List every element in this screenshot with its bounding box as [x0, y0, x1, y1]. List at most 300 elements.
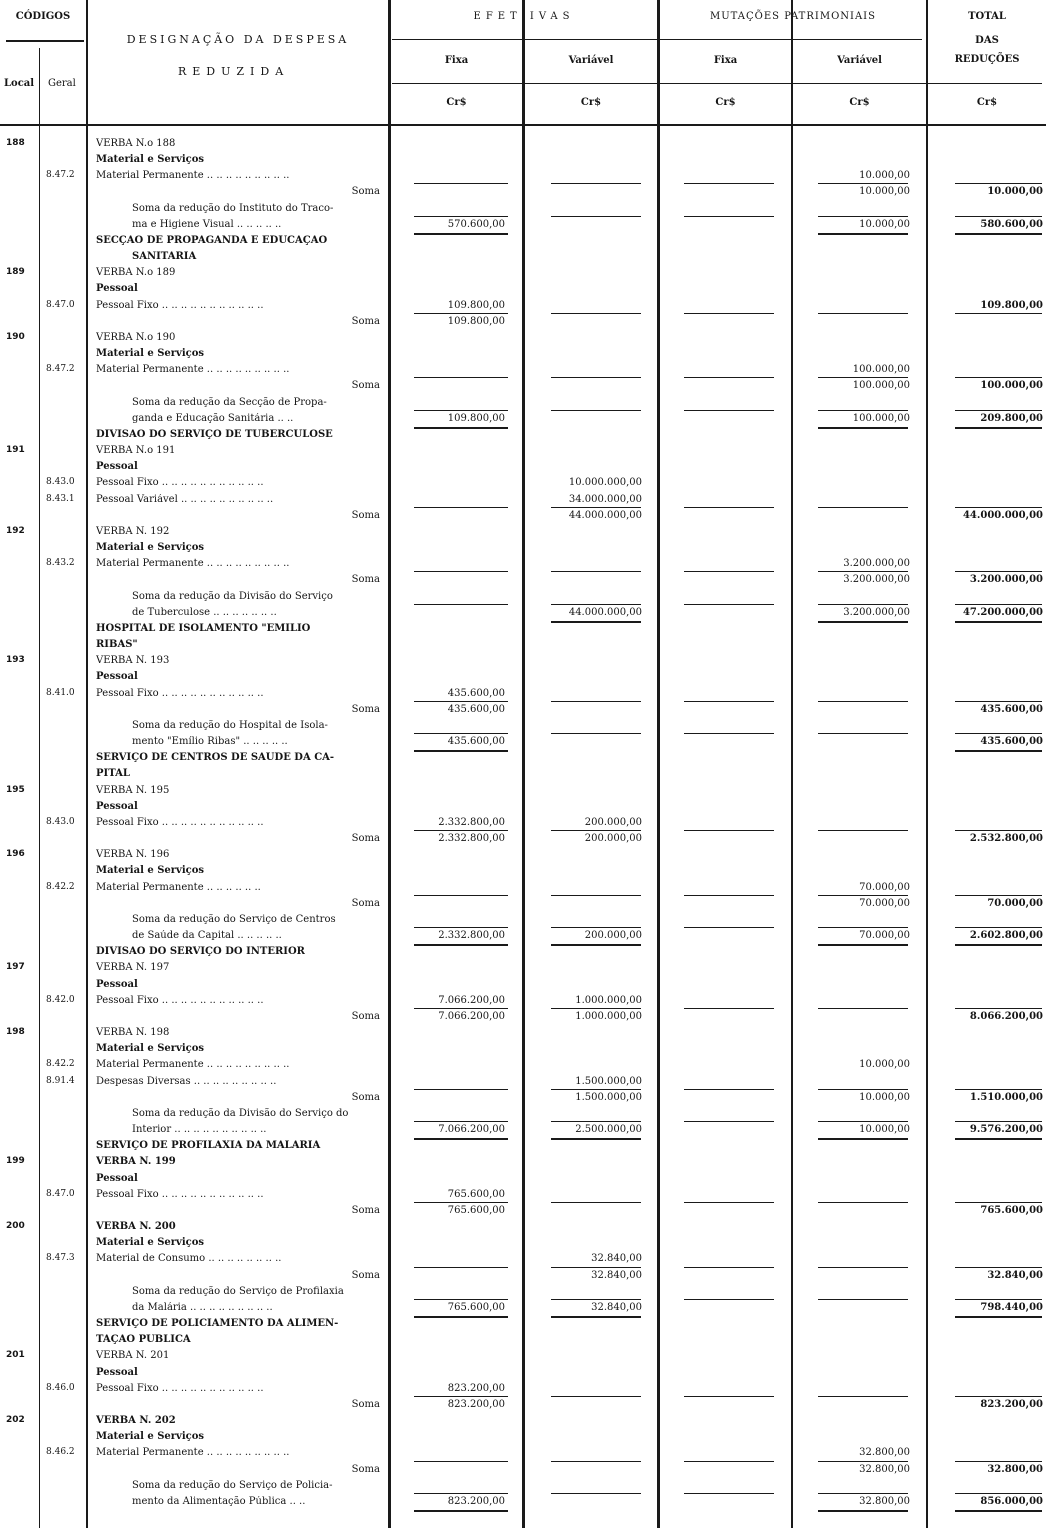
- row-description: Pessoal: [96, 1173, 138, 1184]
- row-ef-fixa-value: 109.800,00: [447, 413, 505, 424]
- row-ef-fixa-value: 765.600,00: [447, 1302, 505, 1313]
- sum-underline: [684, 1299, 774, 1300]
- sum-underline: [551, 377, 641, 378]
- header-mutacoes: MUTAÇÕES PATRIMONIAIS: [710, 11, 876, 22]
- row-soma-label: Soma: [351, 510, 380, 521]
- total-underline: [955, 1510, 1042, 1512]
- row-description: DIVISÃO DO SERVIÇO DO INTERIOR: [96, 946, 305, 957]
- row-description: Pessoal: [96, 283, 138, 294]
- row-total-value: 8.066.200,00: [969, 1011, 1043, 1022]
- sum-underline: [414, 410, 508, 411]
- total-underline: [818, 1138, 908, 1140]
- row-local-code: 189: [6, 267, 25, 277]
- sum-underline: [955, 1461, 1042, 1462]
- row-description: Material Permanente .. .. .. .. .. .. .. .. ..: [96, 364, 290, 375]
- sum-underline: [955, 216, 1042, 217]
- rule-ef-fixa: [522, 0, 525, 1528]
- total-underline: [414, 1316, 508, 1318]
- row-description: Material Permanente .. .. .. .. .. .. .. .. ..: [96, 170, 290, 181]
- sum-underline: [818, 1008, 908, 1009]
- header-rule-codigos: [6, 40, 84, 42]
- sum-underline: [955, 1089, 1042, 1090]
- row-total-value: 435.600,00: [980, 704, 1043, 715]
- row-total-value: 823.200,00: [980, 1399, 1043, 1410]
- row-description: Pessoal Fixo .. .. .. .. .. .. .. .. .. .. ..: [96, 688, 264, 699]
- row-description: Material e Serviços: [96, 1237, 205, 1248]
- row-geral-code: 8.47.2: [46, 364, 75, 374]
- sum-underline: [684, 1493, 774, 1494]
- sum-underline: [818, 571, 908, 572]
- sum-underline: [818, 1267, 908, 1268]
- row-ef-var-value: 200.000,00: [584, 833, 642, 844]
- row-local-code: 197: [6, 962, 25, 972]
- row-ef-fixa-value: 7.066.200,00: [438, 1124, 505, 1135]
- row-description: Soma da redução do Serviço de Centros: [132, 914, 336, 925]
- row-local-code: 190: [6, 332, 25, 342]
- row-total-value: 856.000,00: [980, 1496, 1043, 1507]
- row-local-code: 201: [6, 1350, 25, 1360]
- header-codigos: CÓDIGOS: [15, 11, 71, 22]
- row-ef-var-value: 1.000.000,00: [575, 1011, 642, 1022]
- header-designacao: DESIGNAÇÃO DA DESPESA: [126, 33, 350, 46]
- row-total-value: 765.600,00: [980, 1205, 1043, 1216]
- rule-local: [39, 48, 40, 1528]
- row-mu-var-value: 70.000,00: [859, 898, 910, 909]
- row-description: DIVISÃO DO SERVIÇO DE TUBERCULOSE: [96, 429, 333, 440]
- row-description: Pessoal Fixo .. .. .. .. .. .. .. .. .. .. ..: [96, 300, 264, 311]
- row-description: Pessoal Fixo .. .. .. .. .. .. .. .. .. .. ..: [96, 1383, 264, 1394]
- sum-underline: [414, 604, 508, 605]
- sum-underline: [414, 1461, 508, 1462]
- row-ef-var-value: 1.500.000,00: [575, 1076, 642, 1087]
- row-ef-var-value: 32.840,00: [591, 1270, 642, 1281]
- row-description: Material Permanente .. .. .. .. .. .. .. .. ..: [96, 558, 290, 569]
- row-mu-var-value: 100.000,00: [852, 380, 910, 391]
- row-description: mento "Emílio Ribas" .. .. .. .. ..: [132, 736, 288, 747]
- rule-ef-var: [657, 0, 660, 1528]
- row-mu-var-value: 10.000,00: [859, 186, 910, 197]
- row-description: VERBA N. 192: [96, 526, 170, 537]
- row-mu-var-value: 70.000,00: [859, 930, 910, 941]
- row-soma-label: Soma: [351, 1464, 380, 1475]
- row-soma-label: Soma: [351, 316, 380, 327]
- sum-underline: [414, 701, 508, 702]
- sum-underline: [684, 1202, 774, 1203]
- row-ef-var-value: 2.500.000,00: [575, 1124, 642, 1135]
- row-description: Pessoal: [96, 461, 138, 472]
- row-mu-var-value: 10.000,00: [859, 170, 910, 181]
- row-description: VERBA N. 195: [96, 785, 170, 796]
- sum-underline: [414, 1008, 508, 1009]
- sum-underline: [684, 183, 774, 184]
- sum-underline: [414, 571, 508, 572]
- header-bottom-rule: [0, 124, 1046, 126]
- header-ef-variavel: Variável: [568, 55, 614, 66]
- row-description: Soma da redução do Serviço de Policia-: [132, 1480, 333, 1491]
- sum-underline: [955, 701, 1042, 702]
- sum-underline: [414, 1089, 508, 1090]
- row-description: SANITARIA: [132, 251, 197, 262]
- row-geral-code: 8.47.2: [46, 170, 75, 180]
- row-description: SERVIÇO DE PROFILAXIA DA MALÁRIA: [96, 1140, 321, 1151]
- row-mu-var-value: 3.200.000,00: [843, 558, 910, 569]
- sum-underline: [818, 1089, 908, 1090]
- header-rule-sub: [392, 83, 1042, 84]
- sum-underline: [818, 216, 908, 217]
- row-local-code: 188: [6, 138, 25, 148]
- row-description: Pessoal Fixo .. .. .. .. .. .. .. .. .. .. ..: [96, 995, 264, 1006]
- row-description: Pessoal: [96, 671, 138, 682]
- row-description: Pessoal Fixo .. .. .. .. .. .. .. .. .. .. ..: [96, 1189, 264, 1200]
- row-description: VERBA N. 193: [96, 655, 170, 666]
- row-description: SERVIÇO DE CENTROS DE SAÚDE DA CA-: [96, 752, 335, 763]
- row-soma-label: Soma: [351, 574, 380, 585]
- row-local-code: 191: [6, 445, 25, 455]
- row-mu-var-value: 32.800,00: [859, 1447, 910, 1458]
- sum-underline: [551, 1121, 641, 1122]
- sum-underline: [955, 604, 1042, 605]
- row-mu-var-value: 32.800,00: [859, 1464, 910, 1475]
- total-underline: [414, 233, 508, 235]
- row-description: da Malária .. .. .. .. .. .. .. .. ..: [132, 1302, 273, 1313]
- row-description: Material e Serviços: [96, 154, 205, 165]
- sum-underline: [414, 313, 508, 314]
- row-total-value: 9.576.200,00: [969, 1124, 1043, 1135]
- row-total-value: 435.600,00: [980, 736, 1043, 747]
- header-currency-3: Cr$: [715, 97, 736, 108]
- row-total-value: 2.602.800,00: [969, 930, 1043, 941]
- sum-underline: [955, 895, 1042, 896]
- sum-underline: [684, 927, 774, 928]
- sum-underline: [955, 1202, 1042, 1203]
- row-ef-var-value: 1.000.000,00: [575, 995, 642, 1006]
- row-ef-var-value: 34.000.000,00: [568, 494, 642, 505]
- total-underline: [551, 1316, 641, 1318]
- sum-underline: [551, 1396, 641, 1397]
- sum-underline: [955, 1493, 1042, 1494]
- row-description: ganda e Educação Sanitária .. ..: [132, 413, 294, 424]
- row-description: Soma da redução da Secção de Propa-: [132, 397, 327, 408]
- sum-underline: [818, 377, 908, 378]
- total-underline: [414, 1138, 508, 1140]
- header-currency-4: Cr$: [849, 97, 870, 108]
- sum-underline: [684, 830, 774, 831]
- row-mu-var-value: 10.000,00: [859, 1124, 910, 1135]
- row-ef-var-value: 10.000.000,00: [568, 477, 642, 488]
- row-description: VERBA N. 200: [96, 1221, 176, 1232]
- row-geral-code: 8.42.2: [46, 882, 75, 892]
- row-description: VERBA N. 197: [96, 962, 170, 973]
- row-ef-fixa-value: 765.600,00: [447, 1189, 505, 1200]
- sum-underline: [684, 1267, 774, 1268]
- row-total-value: 10.000,00: [987, 186, 1043, 197]
- row-description: ma e Higiene Visual .. .. .. .. ..: [132, 219, 282, 230]
- row-total-value: 2.532.800,00: [969, 833, 1043, 844]
- row-ef-fixa-value: 823.200,00: [447, 1383, 505, 1394]
- sum-underline: [818, 1202, 908, 1203]
- row-soma-label: Soma: [351, 380, 380, 391]
- row-ef-fixa-value: 823.200,00: [447, 1496, 505, 1507]
- row-ef-var-value: 1.500.000,00: [575, 1092, 642, 1103]
- sum-underline: [414, 1202, 508, 1203]
- sum-underline: [955, 377, 1042, 378]
- row-total-value: 44.000.000,00: [962, 510, 1043, 521]
- row-description: Pessoal Variável .. .. .. .. .. .. .. .. .. ..: [96, 494, 274, 505]
- sum-underline: [684, 313, 774, 314]
- sum-underline: [414, 216, 508, 217]
- sum-underline: [414, 927, 508, 928]
- total-underline: [551, 1138, 641, 1140]
- sum-underline: [818, 1493, 908, 1494]
- sum-underline: [551, 1493, 641, 1494]
- total-underline: [551, 944, 641, 946]
- sum-underline: [414, 183, 508, 184]
- row-total-value: 109.800,00: [980, 300, 1043, 311]
- sum-underline: [955, 1299, 1042, 1300]
- row-ef-fixa-value: 765.600,00: [447, 1205, 505, 1216]
- row-total-value: 3.200.000,00: [969, 574, 1043, 585]
- row-ef-fixa-value: 435.600,00: [447, 688, 505, 699]
- total-underline: [414, 750, 508, 752]
- sum-underline: [818, 701, 908, 702]
- header-total-2: DAS: [975, 35, 999, 46]
- row-description: de Tuberculose .. .. .. .. .. .. ..: [132, 607, 277, 618]
- row-ef-fixa-value: 7.066.200,00: [438, 995, 505, 1006]
- row-ef-fixa-value: 570.600,00: [447, 219, 505, 230]
- sum-underline: [414, 1396, 508, 1397]
- sum-underline: [818, 927, 908, 928]
- total-underline: [818, 233, 908, 235]
- row-description: Pessoal: [96, 801, 138, 812]
- row-description: Material Permanente .. .. .. .. .. .. .. .. ..: [96, 1447, 290, 1458]
- row-description: Material Permanente .. .. .. .. .. ..: [96, 882, 261, 893]
- row-description: VERBA N. 196: [96, 849, 170, 860]
- sum-underline: [684, 604, 774, 605]
- total-underline: [955, 233, 1042, 235]
- header-total-1: TOTAL: [968, 11, 1006, 22]
- sum-underline: [684, 410, 774, 411]
- row-soma-label: Soma: [351, 1270, 380, 1281]
- row-description: Material e Serviços: [96, 348, 205, 359]
- row-description: Pessoal: [96, 979, 138, 990]
- row-local-code: 198: [6, 1027, 25, 1037]
- header-rule-efetivas: [392, 39, 922, 40]
- row-geral-code: 8.46.2: [46, 1447, 75, 1457]
- row-local-code: 195: [6, 785, 25, 795]
- row-description: VERBA N. 198: [96, 1027, 170, 1038]
- row-local-code: 199: [6, 1156, 25, 1166]
- sum-underline: [551, 733, 641, 734]
- sum-underline: [414, 1299, 508, 1300]
- sum-underline: [818, 507, 908, 508]
- row-total-value: 1.510.000,00: [969, 1092, 1043, 1103]
- row-mu-var-value: 3.200.000,00: [843, 607, 910, 618]
- row-total-value: 32.800,00: [987, 1464, 1043, 1475]
- row-description: Material e Serviços: [96, 542, 205, 553]
- row-soma-label: Soma: [351, 704, 380, 715]
- row-mu-var-value: 3.200.000,00: [843, 574, 910, 585]
- row-soma-label: Soma: [351, 186, 380, 197]
- total-underline: [955, 944, 1042, 946]
- total-underline: [955, 1316, 1042, 1318]
- rule-geral: [86, 0, 88, 1528]
- total-underline: [818, 621, 908, 623]
- total-underline: [955, 750, 1042, 752]
- row-total-value: 32.840,00: [987, 1270, 1043, 1281]
- sum-underline: [955, 571, 1042, 572]
- sum-underline: [818, 604, 908, 605]
- sum-underline: [818, 183, 908, 184]
- row-total-value: 70.000,00: [987, 898, 1043, 909]
- row-ef-fixa-value: 435.600,00: [447, 704, 505, 715]
- sum-underline: [551, 895, 641, 896]
- sum-underline: [551, 604, 641, 605]
- sum-underline: [551, 507, 641, 508]
- sum-underline: [684, 701, 774, 702]
- sum-underline: [551, 1202, 641, 1203]
- sum-underline: [818, 1121, 908, 1122]
- row-ef-var-value: 32.840,00: [591, 1302, 642, 1313]
- sum-underline: [684, 571, 774, 572]
- row-soma-label: Soma: [351, 1205, 380, 1216]
- sum-underline: [551, 183, 641, 184]
- row-description: Material Permanente .. .. .. .. .. .. .. .. ..: [96, 1059, 290, 1070]
- row-description: VERBA N. 201: [96, 1350, 170, 1361]
- header-reduzida: REDUZIDA: [178, 65, 290, 78]
- row-soma-label: Soma: [351, 898, 380, 909]
- sum-underline: [684, 216, 774, 217]
- row-local-code: 200: [6, 1221, 25, 1231]
- total-underline: [818, 1510, 908, 1512]
- row-ef-fixa-value: 823.200,00: [447, 1399, 505, 1410]
- row-local-code: 202: [6, 1415, 25, 1425]
- sum-underline: [684, 1461, 774, 1462]
- sum-underline: [684, 507, 774, 508]
- total-underline: [414, 1510, 508, 1512]
- sum-underline: [414, 733, 508, 734]
- row-geral-code: 8.43.0: [46, 817, 75, 827]
- sum-underline: [684, 1396, 774, 1397]
- sum-underline: [684, 1121, 774, 1122]
- sum-underline: [955, 733, 1042, 734]
- row-total-value: 580.600,00: [980, 219, 1043, 230]
- row-geral-code: 8.91.4: [46, 1076, 75, 1086]
- sum-underline: [955, 183, 1042, 184]
- sum-underline: [414, 830, 508, 831]
- row-ef-var-value: 44.000.000,00: [568, 510, 642, 521]
- sum-underline: [551, 1461, 641, 1462]
- row-mu-var-value: 100.000,00: [852, 364, 910, 375]
- row-soma-label: Soma: [351, 1092, 380, 1103]
- row-description: Pessoal Fixo .. .. .. .. .. .. .. .. .. .. ..: [96, 817, 264, 828]
- row-ef-fixa-value: 2.332.800,00: [438, 817, 505, 828]
- row-description: VERBA N. 202: [96, 1415, 176, 1426]
- row-description: Soma da redução do Instituto do Traco-: [132, 203, 334, 214]
- sum-underline: [551, 1299, 641, 1300]
- row-description: Pessoal Fixo .. .. .. .. .. .. .. .. .. .. ..: [96, 477, 264, 488]
- row-description: Soma da redução do Hospital de Isola-: [132, 720, 328, 731]
- row-total-value: 47.200.000,00: [962, 607, 1043, 618]
- sum-underline: [551, 701, 641, 702]
- row-description: HOSPITAL DE ISOLAMENTO "EMILIO: [96, 623, 311, 634]
- row-description: Pessoal: [96, 1367, 138, 1378]
- sum-underline: [955, 1396, 1042, 1397]
- row-mu-var-value: 100.000,00: [852, 413, 910, 424]
- row-description: Soma da redução da Divisão do Serviço do: [132, 1108, 349, 1119]
- row-description: Despesas Diversas .. .. .. .. .. .. .. .. ..: [96, 1076, 277, 1087]
- row-geral-code: 8.43.1: [46, 494, 75, 504]
- sum-underline: [551, 216, 641, 217]
- sum-underline: [818, 830, 908, 831]
- header-mu-variavel: Variável: [837, 55, 882, 66]
- row-soma-label: Soma: [351, 833, 380, 844]
- sum-underline: [955, 1008, 1042, 1009]
- row-description: Material e Serviços: [96, 865, 205, 876]
- total-underline: [955, 621, 1042, 623]
- row-geral-code: 8.43.0: [46, 477, 75, 487]
- sum-underline: [551, 927, 641, 928]
- row-description: VERBA N. 199: [96, 1156, 176, 1167]
- row-mu-var-value: 10.000,00: [859, 1059, 910, 1070]
- row-description: VERBA N.o 188: [96, 138, 176, 149]
- header-currency-1: Cr$: [446, 97, 467, 108]
- header-currency-5: Cr$: [976, 97, 998, 108]
- row-description: VERBA N.o 190: [96, 332, 176, 343]
- sum-underline: [818, 1396, 908, 1397]
- sum-underline: [414, 1493, 508, 1494]
- sum-underline: [414, 895, 508, 896]
- sum-underline: [684, 895, 774, 896]
- row-geral-code: 8.46.0: [46, 1383, 75, 1393]
- row-ef-fixa-value: 435.600,00: [447, 736, 505, 747]
- row-soma-label: Soma: [351, 1011, 380, 1022]
- row-geral-code: 8.47.0: [46, 300, 75, 310]
- row-total-value: 100.000,00: [980, 380, 1043, 391]
- row-ef-fixa-value: 2.332.800,00: [438, 930, 505, 941]
- sum-underline: [551, 313, 641, 314]
- sum-underline: [414, 1267, 508, 1268]
- row-description: RIBAS": [96, 639, 138, 650]
- row-geral-code: 8.41.0: [46, 688, 75, 698]
- row-description: de Saúde da Capital .. .. .. .. ..: [132, 930, 282, 941]
- row-ef-var-value: 44.000.000,00: [568, 607, 642, 618]
- sum-underline: [955, 927, 1042, 928]
- row-mu-var-value: 10.000,00: [859, 1092, 910, 1103]
- sum-underline: [551, 830, 641, 831]
- sum-underline: [551, 410, 641, 411]
- total-underline: [551, 621, 641, 623]
- total-underline: [955, 427, 1042, 429]
- header-local: Local: [4, 78, 35, 89]
- row-description: Material e Serviços: [96, 1431, 205, 1442]
- header-currency-2: Cr$: [580, 97, 602, 108]
- sum-underline: [551, 1089, 641, 1090]
- row-description: SECÇÃO DE PROPAGANDA E EDUCAÇÃO: [96, 235, 328, 246]
- sum-underline: [414, 377, 508, 378]
- header-efetivas: EFET IVAS: [473, 11, 575, 22]
- sum-underline: [684, 1089, 774, 1090]
- row-description: SERVIÇO DE POLICIAMENTO DA ALIMEN-: [96, 1318, 339, 1329]
- sum-underline: [955, 830, 1042, 831]
- row-ef-fixa-value: 2.332.800,00: [438, 833, 505, 844]
- row-description: Material de Consumo .. .. .. .. .. .. .. ..: [96, 1253, 282, 1264]
- sum-underline: [551, 1008, 641, 1009]
- sum-underline: [955, 507, 1042, 508]
- row-ef-var-value: 32.840,00: [591, 1253, 642, 1264]
- row-mu-var-value: 10.000,00: [859, 219, 910, 230]
- row-mu-var-value: 32.800,00: [859, 1496, 910, 1507]
- sum-underline: [414, 507, 508, 508]
